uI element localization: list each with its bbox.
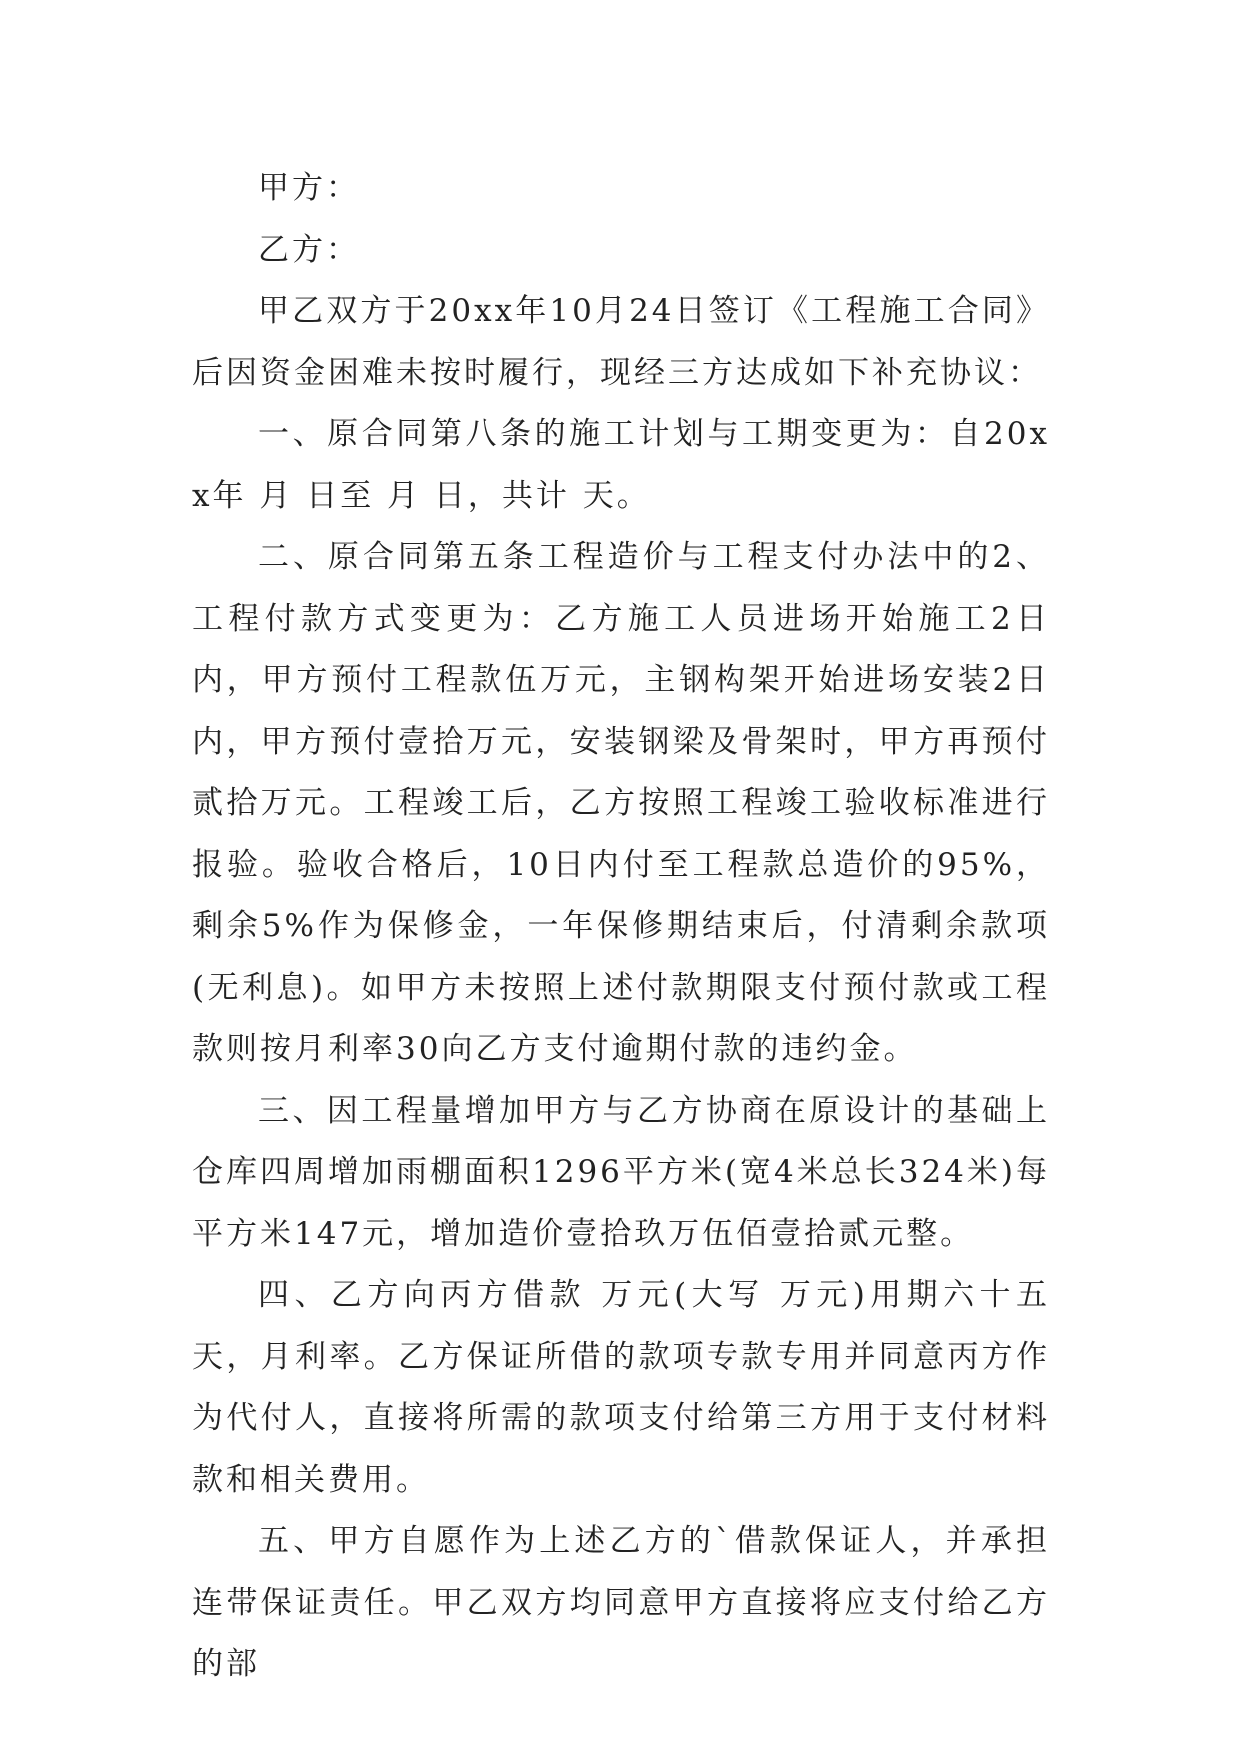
party-b-line: 乙方： bbox=[258, 231, 360, 268]
clause-2-paragraph: 二、原合同第五条工程造价与工程支付办法中的2、工程付款方式变更为：乙方施工人员进场开始施工2日内，甲方预付工程款伍万元，主钢构架开始进场安装2日内，甲方预付壹拾万元，安装钢梁及骨架时，甲方再预付贰拾万元。工程竣工后，乙方按照工程竣工验收标准进行报验。验收合格后，10日内付至工程款总造价的95%，剩余5%作为保修金，一年保修期结束后，付清剩余款项(无利息)。如甲方未按照上述付款期限支付预付款或工程款则按月利率30向乙方支付逾期付款的违约金。 bbox=[192, 539, 1050, 1067]
document-body bbox=[192, 158, 1050, 1696]
clause-1-paragraph: 一、原合同第八条的施工计划与工期变更为：自20xx年 月 日至 月 日，共计 天。 bbox=[192, 416, 1050, 514]
clause-4-paragraph: 四、乙方向丙方借款 万元(大写 万元)用期六十五天，月利率。乙方保证所借的款项专款专用并同意丙方作为代付人，直接将所需的款项支付给第三方用于支付材料款和相关费用。 bbox=[192, 1277, 1050, 1498]
party-a-line: 甲方： bbox=[258, 170, 360, 206]
clause-3-paragraph: 三、因工程量增加甲方与乙方协商在原设计的基础上仓库四周增加雨棚面积1296平方米(宽4米总长324米)每平方米147元，增加造价壹拾玖万伍佰壹拾贰元整。 bbox=[192, 1092, 1050, 1252]
clause-5-paragraph: 五、甲方自愿作为上述乙方的`借款保证人，并承担连带保证责任。甲乙双方均同意甲方直接将应支付给乙方的部 bbox=[192, 1523, 1050, 1682]
intro-paragraph: 甲乙双方于20xx年10月24日签订《工程施工合同》后因资金困难未按时履行，现经三方达成如下补充协议： bbox=[192, 293, 1050, 391]
